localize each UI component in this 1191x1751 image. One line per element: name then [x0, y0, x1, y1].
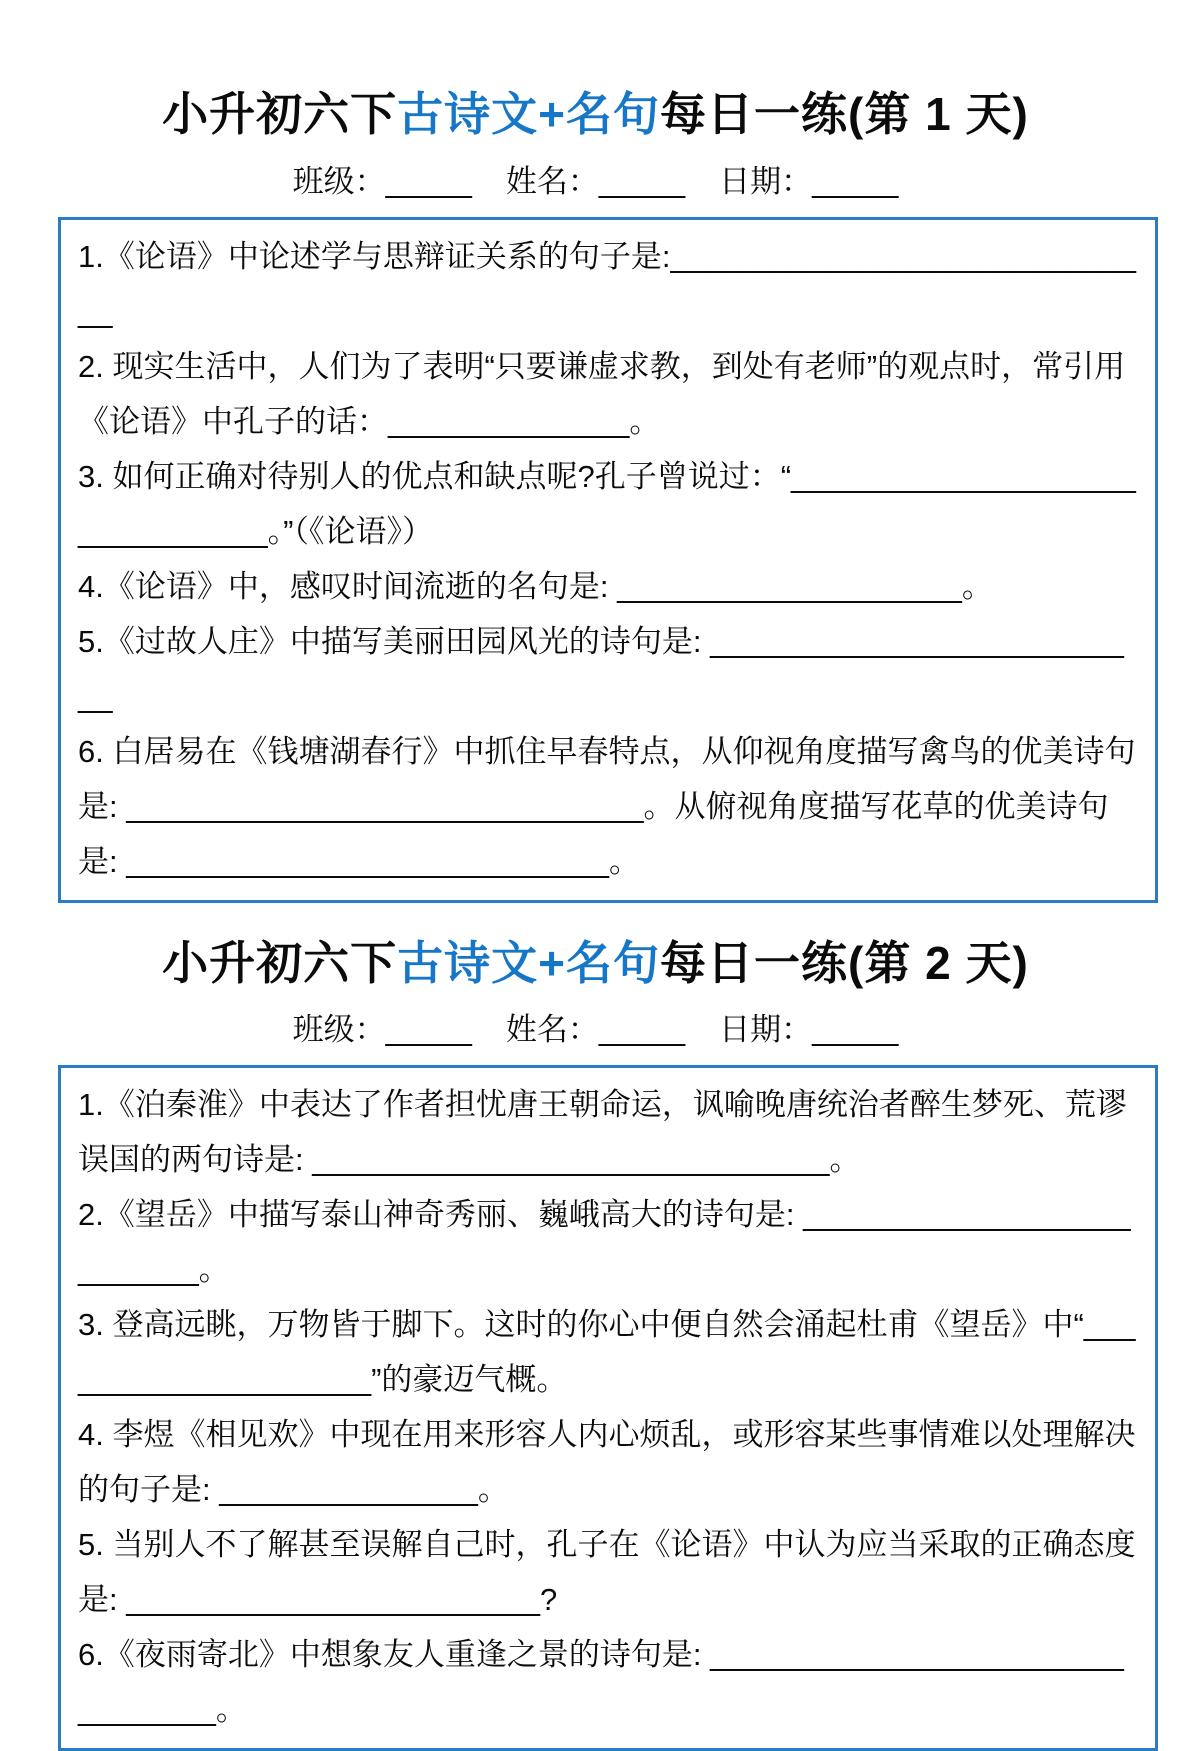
day-1-question-2: 2. 现实生活中，人们为了表明“只要谦虚求教，到处有老师”的观点时，常引用《论语》中孔子的话：______________。 [78, 339, 1138, 449]
title-suffix: 每日一练(第 1 天) [660, 88, 1029, 140]
day-1-section [0, 86, 1191, 903]
day-2-section [0, 935, 1191, 1751]
day-2-question-1: 1.《泊秦淮》中表达了作者担忧唐王朝命运，讽喻晚唐统治者醉生梦死、荒谬误国的两句诗是: ______________________________。 [78, 1077, 1138, 1187]
name-label: 姓名： [506, 164, 599, 199]
class-field [293, 1004, 472, 1049]
day-2-question-3: 3. 登高远眺，万物皆于脚下。这时的你心中便自然会涌起杜甫《望岳》中“____________________”的豪迈气概。 [78, 1297, 1138, 1407]
class-label: 班级： [293, 164, 386, 199]
day-1-title [0, 86, 1191, 144]
name-label: 姓名： [506, 1012, 599, 1047]
day-1-question-1: 1.《论语》中论述学与思辩证关系的句子是:_____________________________ [78, 229, 1138, 339]
day-1-question-6: 6. 白居易在《钱塘湖春行》中抓住早春特点，从仰视角度描写禽鸟的优美诗句是: ______________________________。从俯视角度描写花草的优美诗句是: ____________________________。 [78, 724, 1138, 889]
name-field [506, 1004, 685, 1049]
day-1-question-box [58, 217, 1158, 903]
class-field [293, 156, 472, 201]
class-label: 班级： [293, 1012, 386, 1047]
date-blank-line: _____ [812, 164, 898, 199]
name-blank-line: _____ [599, 164, 685, 199]
title-prefix: 小升初六下 [162, 88, 397, 140]
day-2-question-box [58, 1065, 1158, 1751]
date-field [719, 156, 898, 201]
day-1-question-3: 3. 如何正确对待别人的优点和缺点呢?孔子曾说过：“_______________________________。”（《论语》） [78, 449, 1138, 559]
day-2-meta-row [0, 1004, 1191, 1049]
day-2-question-5: 5. 当别人不了解甚至误解自己时，孔子在《论语》中认为应当采取的正确态度是: ________________________? [78, 1517, 1138, 1627]
day-2-question-4: 4. 李煜《相见欢》中现在用来形容人内心烦乱，或形容某些事情难以处理解决的句子是: _______________。 [78, 1407, 1138, 1517]
date-field [719, 1004, 898, 1049]
name-field [506, 156, 685, 201]
day-2-title [0, 935, 1191, 993]
day-2-question-6: 6.《夜雨寄北》中想象友人重逢之景的诗句是: ________________________________。 [78, 1627, 1138, 1737]
date-blank-line: _____ [812, 1012, 898, 1047]
date-label: 日期： [719, 164, 812, 199]
day-1-question-4: 4.《论语》中，感叹时间流逝的名句是: ____________________。 [78, 559, 1138, 614]
date-label: 日期： [719, 1012, 812, 1047]
title-suffix: 每日一练(第 2 天) [660, 937, 1029, 989]
day-1-question-5: 5.《过故人庄》中描写美丽田园风光的诗句是: __________________________ [78, 614, 1138, 724]
day-2-question-2: 2.《望岳》中描写泰山神奇秀丽、巍峨高大的诗句是: __________________________。 [78, 1187, 1138, 1297]
title-highlight: 古诗文+名句 [397, 937, 660, 989]
class-blank-line: _____ [386, 164, 472, 199]
name-blank-line: _____ [599, 1012, 685, 1047]
day-1-meta-row [0, 156, 1191, 201]
class-blank-line: _____ [386, 1012, 472, 1047]
title-prefix: 小升初六下 [162, 937, 397, 989]
title-highlight: 古诗文+名句 [397, 88, 660, 140]
